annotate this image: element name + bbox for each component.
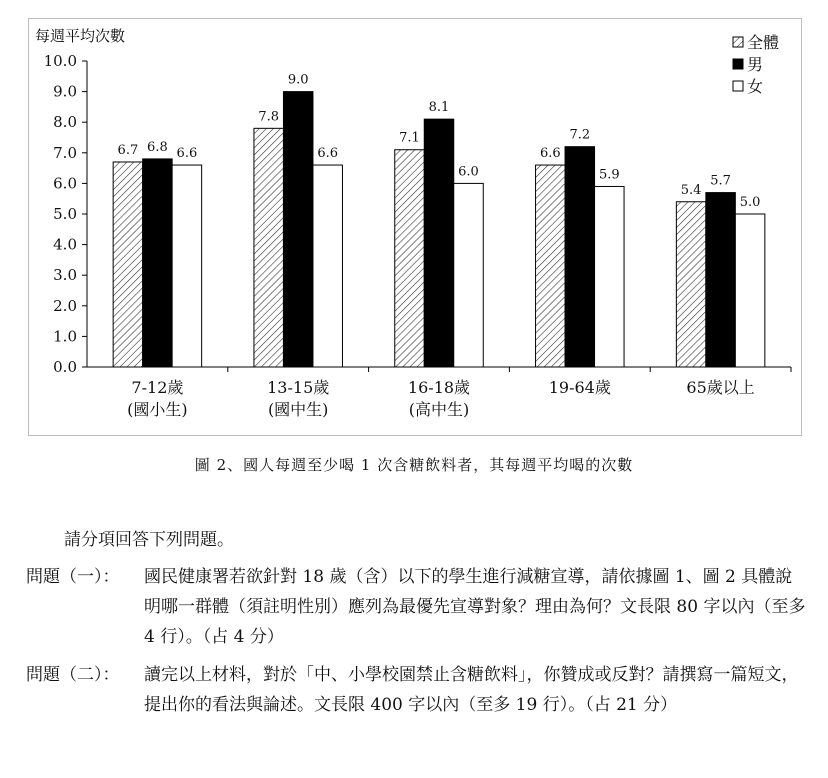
x-tick-sublabel: (高中生)	[408, 400, 470, 419]
x-tick-label: 19-64歲	[548, 378, 611, 397]
data-label: 6.6	[176, 146, 198, 162]
x-tick-label: 7-12歲	[131, 378, 184, 397]
question-2-label: 問題（二）：	[26, 665, 120, 685]
bar-total	[395, 150, 425, 367]
bar-male	[424, 119, 454, 367]
question-1-label: 問題（一）：	[26, 567, 120, 587]
chart-container	[28, 18, 802, 436]
data-label: 5.4	[680, 182, 702, 198]
y-tick-label: 2.0	[53, 296, 77, 315]
figure-caption: 圖 2、國人每週至少喝 1 次含糖飲料者，其每週平均喝的次數	[194, 456, 634, 474]
x-tick-label: 65歲以上	[686, 378, 755, 397]
bar-total	[113, 162, 142, 367]
data-label: 5.0	[739, 195, 761, 210]
data-label: 6.6	[317, 146, 339, 162]
data-label: 7.1	[399, 130, 420, 146]
x-tick-sublabel: (國小生)	[127, 400, 188, 419]
data-label: 5.9	[598, 167, 620, 183]
bar-male	[565, 147, 595, 367]
y-axis-label: 每週平均次數	[35, 27, 126, 45]
legend-label-male: 男	[747, 55, 764, 74]
y-tick-label: 5.0	[53, 205, 77, 223]
y-tick-label: 3.0	[53, 266, 77, 285]
bar-total	[254, 128, 284, 367]
data-label: 7.8	[258, 109, 280, 125]
y-tick-label: 10.0	[43, 52, 77, 70]
bar-male	[283, 92, 313, 367]
bar-total	[536, 165, 566, 367]
y-tick-label: 9.0	[53, 82, 77, 101]
data-label: 6.8	[147, 139, 168, 155]
legend-swatch-female	[733, 81, 743, 91]
data-label: 8.1	[428, 100, 450, 116]
data-label: 5.7	[710, 173, 731, 189]
legend-label-female: 女	[747, 77, 764, 96]
legend-swatch-male	[733, 59, 743, 69]
x-tick-sublabel: (國中生)	[267, 400, 329, 419]
bar-chart	[29, 19, 803, 437]
bar-male	[143, 159, 173, 367]
question-1-text: 國民健康署若欲針對 18 歲（含）以下的學生進行減糖宣導，請依據圖 1、圖 2 具體說明哪一群體（須註明性別）應列為最優先宣導對象？理由為何？文長限 80 字以內（至多 4 行）。（占 4 分）	[144, 567, 806, 647]
data-label: 6.0	[458, 164, 479, 180]
bar-female	[172, 165, 202, 367]
instruction-text: 請分項回答下列問題。	[64, 530, 234, 550]
bar-female	[735, 214, 765, 367]
x-tick-label: 16-18歲	[407, 378, 471, 397]
bar-female	[454, 183, 484, 367]
legend-label-total: 全體	[747, 33, 780, 52]
x-tick-label: 13-15歲	[267, 378, 330, 397]
y-tick-label: 4.0	[53, 235, 77, 254]
question-2-text: 讀完以上材料，對於「中、小學校園禁止含糖飲料」，你贊成或反對？請撰寫一篇短文，提出你的看法與論述。文長限 400 字以內（至多 19 行）。（占 21 分）	[144, 665, 799, 715]
bar-female	[595, 186, 625, 367]
bar-female	[313, 165, 343, 367]
bar-male	[706, 193, 736, 367]
data-label: 6.6	[539, 146, 561, 162]
y-tick-label: 8.0	[53, 113, 77, 132]
y-tick-label: 7.0	[53, 143, 77, 162]
data-label: 9.0	[287, 72, 309, 88]
data-label: 6.7	[117, 142, 139, 158]
y-tick-label: 1.0	[53, 327, 77, 346]
data-label: 7.2	[569, 127, 591, 143]
bar-total	[676, 202, 706, 367]
y-tick-label: 0.0	[53, 358, 77, 376]
legend-swatch-total	[733, 37, 743, 47]
y-tick-label: 6.0	[53, 174, 77, 193]
